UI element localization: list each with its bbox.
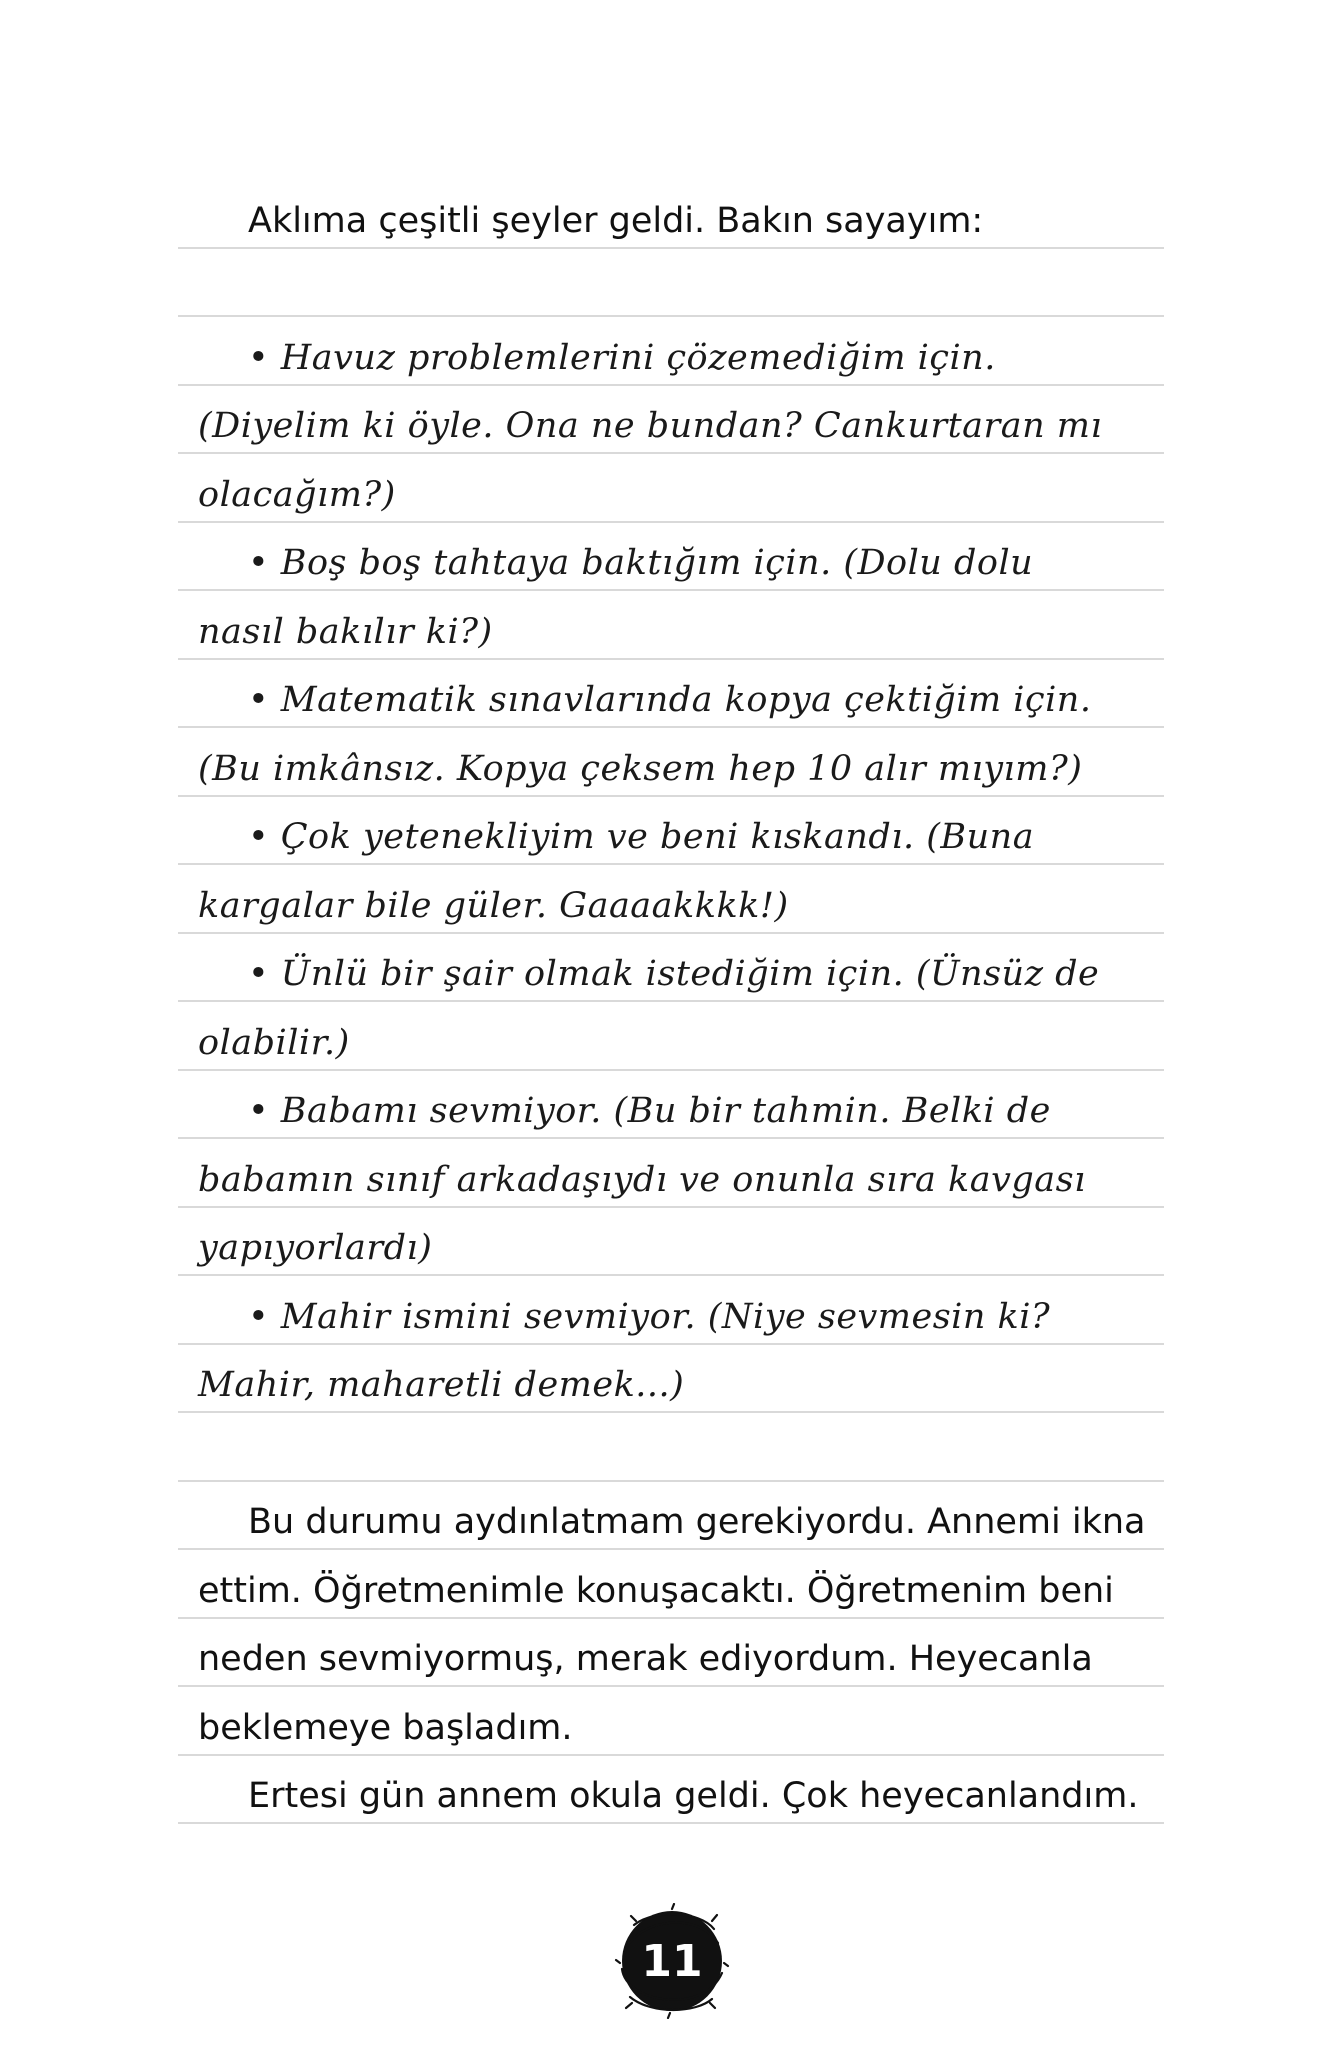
ruled-line [178, 1139, 1164, 1208]
ruled-line [178, 728, 1164, 797]
text-line: Aklıma çeşitli şeyler geldi. Bakın sayayım: [248, 200, 984, 241]
ruled-line [178, 934, 1164, 1003]
text-line: (Diyelim ki öyle. Ona ne bundan? Cankurtaran mı [198, 406, 1103, 446]
ruled-line [178, 1619, 1164, 1688]
page-number-badge [614, 1903, 730, 2019]
ruled-line [178, 1071, 1164, 1140]
ruled-line [178, 660, 1164, 729]
text-line: nasıl bakılır ki?) [198, 611, 493, 652]
text-line: • Havuz problemlerini çözemediğim için. [248, 337, 996, 378]
ruled-line [178, 1208, 1164, 1277]
text-line: ettim. Öğretmenimle konuşacaktı. Öğretmenim beni [198, 1570, 1114, 1611]
text-line: • Matematik sınavlarında kopya çektiğim için. [248, 680, 1092, 720]
ruled-line [178, 797, 1164, 866]
ruled-line [178, 1276, 1164, 1345]
text-line: • Ünlü bir şair olmak istediğim için. (Ünsüz de [248, 954, 1100, 994]
text-line: beklemeye başladım. [198, 1707, 573, 1748]
ruled-line [178, 523, 1164, 592]
ruled-line [178, 1687, 1164, 1756]
ruled-line [178, 180, 1164, 249]
ruled-line [178, 317, 1164, 386]
ruled-line [178, 1345, 1164, 1414]
ruled-line [178, 1413, 1164, 1482]
ruled-line [178, 865, 1164, 934]
ruled-line [178, 1756, 1164, 1825]
ruled-line [178, 386, 1164, 455]
text-line: Ertesi gün annem okula geldi. Çok heyecanlandım. [248, 1776, 1139, 1816]
text-line: • Boş boş tahtaya baktığım için. (Dolu dolu [248, 543, 1034, 583]
ruled-lines [178, 180, 1164, 1824]
ruled-line [178, 454, 1164, 523]
text-line: kargalar bile güler. Gaaaakkkk!) [198, 885, 789, 926]
page-number: 11 [641, 1935, 703, 1987]
text-line: Mahir, maharetli demek...) [198, 1365, 685, 1405]
ruled-line [178, 591, 1164, 660]
text-line: (Bu imkânsız. Kopya çeksem hep 10 alır mıyım?) [198, 748, 1083, 789]
text-line: olacağım?) [198, 474, 396, 515]
ruled-line [178, 1002, 1164, 1071]
text-line: • Mahir ismini sevmiyor. (Niye sevmesin ki? [248, 1296, 1051, 1337]
text-line: • Çok yetenekliyim ve beni kıskandı. (Buna [248, 817, 1035, 857]
ruled-line [178, 1482, 1164, 1551]
text-line: yapıyorlardı) [198, 1228, 433, 1268]
text-line: olabilir.) [198, 1022, 350, 1063]
ruled-line [178, 1550, 1164, 1619]
text-line: neden sevmiyormuş, merak ediyordum. Heyecanla [198, 1639, 1093, 1679]
text-line: babamın sınıf arkadaşıydı ve onunla sıra kavgası [198, 1159, 1086, 1200]
ruled-line [178, 249, 1164, 318]
text-line: • Babamı sevmiyor. (Bu bir tahmin. Belki de [248, 1091, 1051, 1131]
text-line: Bu durumu aydınlatmam gerekiyordu. Annemi ikna [248, 1502, 1146, 1542]
